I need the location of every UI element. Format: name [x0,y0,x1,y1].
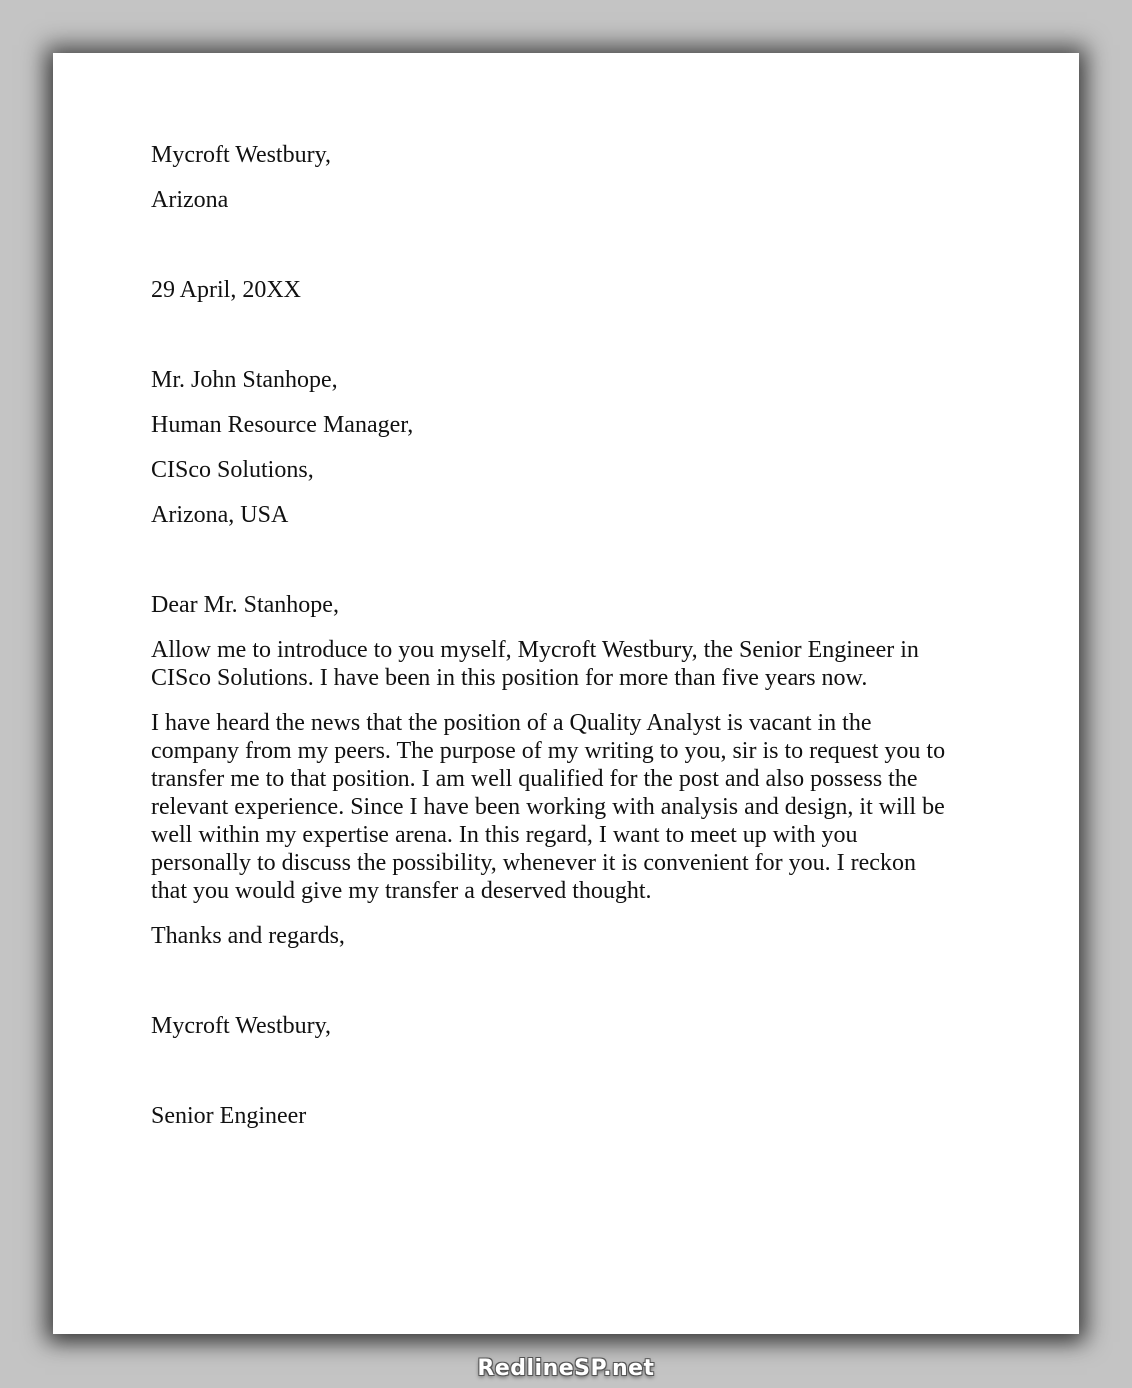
recipient-location: Arizona, USA [151,502,289,528]
salutation: Dear Mr. Stanhope, [151,592,339,618]
paragraph-introduction: Allow me to introduce to you myself, Mycroft Westbury, the Senior Engineer in CISco Solutions. I have been in this position for more than five years now. [151,637,919,691]
signature-title: Senior Engineer [151,1103,307,1129]
letter-page [53,53,1079,1334]
recipient-company: CISco Solutions, [151,457,314,483]
recipient-name: Mr. John Stanhope, [151,367,338,393]
letter-date: 29 April, 20XX [151,277,301,303]
paragraph-request: I have heard the news that the position of a Quality Analyst is vacant in the company from my peers. The purpose of my writing to you, sir is to request you to transfer me to that position. I am well qualified for the post and also possess the relevant experience. Since I have been working with analysis and design, it will be well within my expertise arena. In this regard, I want to meet up with you personally to discuss the possibility, whenever it is convenient for you. I reckon that you would give my transfer a deserved thought. [151,710,946,904]
signature-name: Mycroft Westbury, [151,1013,332,1039]
sender-name: Mycroft Westbury, [151,142,332,168]
site-watermark: RedlineSP.net [477,1356,655,1381]
closing: Thanks and regards, [151,923,345,949]
recipient-title: Human Resource Manager, [151,412,414,438]
sender-location: Arizona [151,187,229,213]
letter-body [151,141,951,1130]
